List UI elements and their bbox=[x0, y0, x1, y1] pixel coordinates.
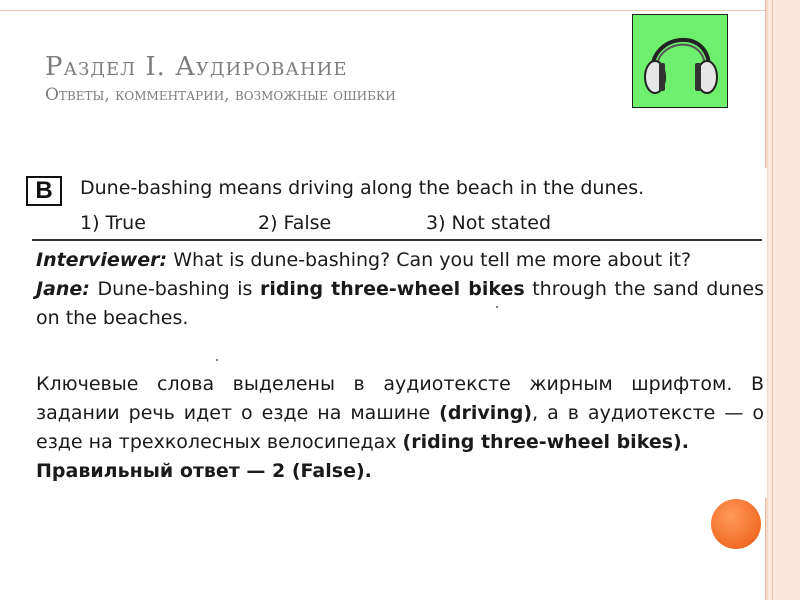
interviewer-line bbox=[36, 246, 764, 275]
stray-dot bbox=[216, 359, 218, 361]
explanation-text-1: Ключевые слова выделены в аудиотексте жирным шрифтом. В задании речь идет о езде на машине bbox=[36, 373, 764, 424]
divider bbox=[32, 239, 762, 241]
explanation-keyword-2: (riding three-wheel bikes). bbox=[402, 431, 689, 453]
jane-keyword: riding three-wheel bikes bbox=[259, 278, 525, 300]
decorative-orange-circle bbox=[711, 499, 761, 549]
interviewer-label: Interviewer: bbox=[36, 249, 168, 271]
jane-label: Jane: bbox=[36, 278, 90, 300]
slide-heading bbox=[45, 52, 565, 106]
explanation-keyword-1: (driving) bbox=[439, 402, 533, 424]
jane-text-start: Dune-bashing is bbox=[97, 278, 253, 300]
headphones-icon bbox=[632, 14, 728, 108]
explanation bbox=[36, 370, 764, 486]
slide-right-frame bbox=[765, 0, 800, 600]
slide-top-border bbox=[0, 0, 770, 11]
explanation-text-2: , а в аудиотексте — о езде на трехколесных велосипедах bbox=[36, 402, 764, 453]
jane-line bbox=[36, 275, 764, 333]
task-badge: B bbox=[26, 176, 62, 206]
task-statement: Dune-bashing means driving along the beach in the dunes. bbox=[80, 177, 645, 199]
option-false: 2) False bbox=[258, 212, 332, 234]
stray-dot bbox=[496, 306, 498, 308]
option-true: 1) True bbox=[80, 212, 146, 234]
slide-title: Раздел I. Аудирование bbox=[45, 52, 348, 82]
correct-answer: Правильный ответ — 2 (False). bbox=[36, 460, 372, 482]
slide-subtitle: Ответы, комментарии, возможные ошибки bbox=[45, 85, 396, 105]
task-content-image bbox=[22, 168, 767, 498]
jane-text-end: through the sand dunes on the beaches. bbox=[36, 278, 764, 329]
audio-transcript bbox=[36, 246, 764, 333]
option-not-stated: 3) Not stated bbox=[426, 212, 552, 234]
interviewer-text: What is dune-bashing? Can you tell me more about it? bbox=[173, 249, 692, 271]
